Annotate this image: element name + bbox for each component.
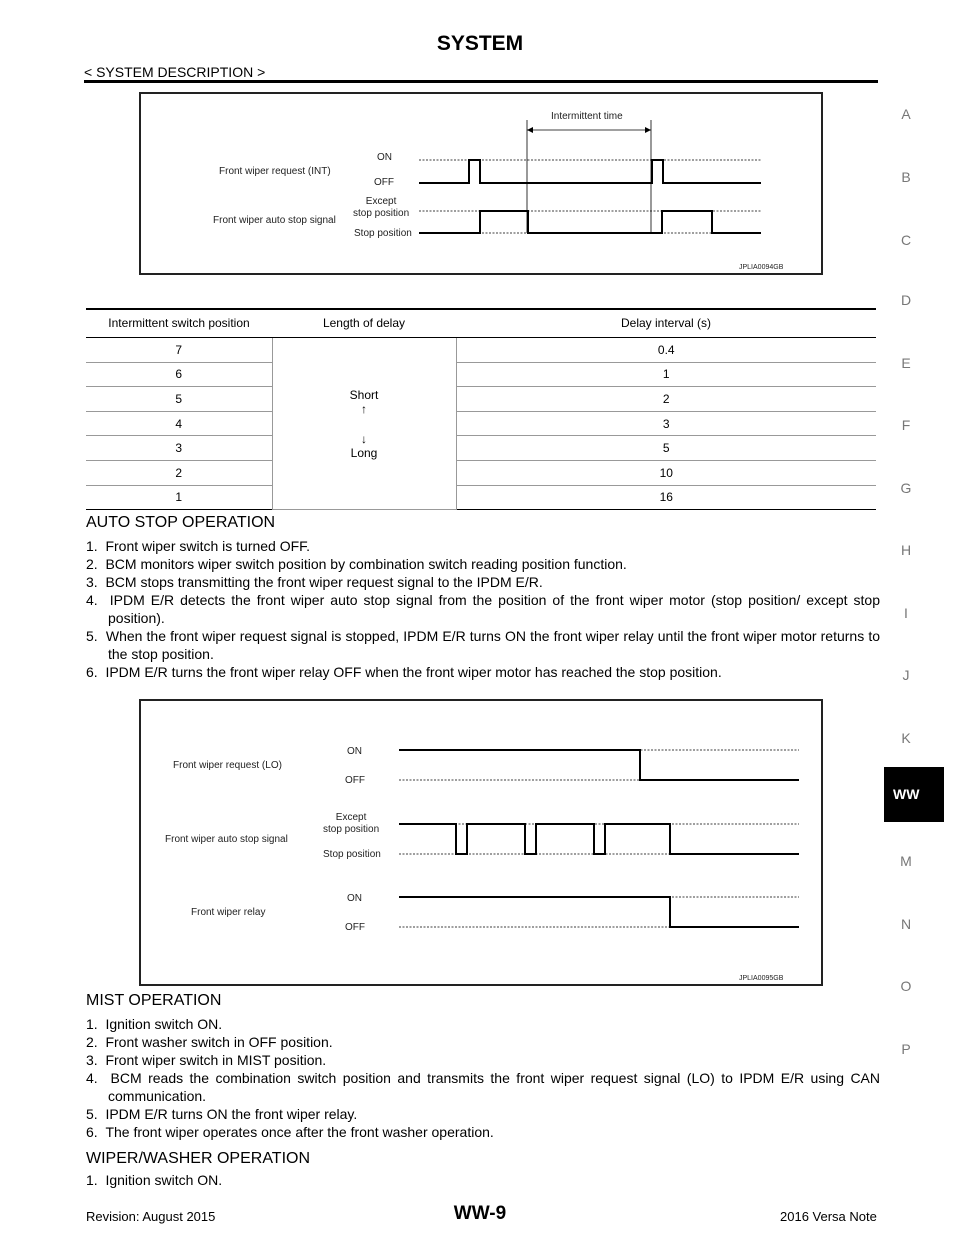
on-label: ON (347, 893, 362, 904)
delay-interval-cell: 16 (456, 485, 876, 510)
side-index-h[interactable]: H (900, 542, 912, 558)
list-item: 3. BCM stops transmitting the front wiper request signal to the IPDM E/R. (86, 574, 543, 590)
delay-interval-cell: 0.4 (456, 338, 876, 363)
list-item: 1. Ignition switch ON. (86, 1172, 223, 1188)
side-index-f[interactable]: F (901, 417, 911, 433)
intermittent-timing-waveforms (141, 94, 821, 273)
table-row (86, 362, 876, 387)
front-wiper-relay-label: Front wiper relay (191, 907, 266, 918)
side-index-p[interactable]: P (901, 1041, 911, 1057)
section-breadcrumb: < SYSTEM DESCRIPTION > (84, 64, 266, 80)
stop-position-label: Stop position (354, 228, 412, 239)
side-index-j[interactable]: J (902, 667, 910, 683)
delay-interval-cell: 10 (456, 460, 876, 485)
side-index-g[interactable]: G (900, 480, 912, 496)
delay-interval-cell: 1 (456, 362, 876, 387)
side-index-d[interactable]: D (900, 292, 912, 308)
delay-interval-cell: 5 (456, 436, 876, 461)
delay-interval-cell: 2 (456, 387, 876, 412)
switch-position-cell: 3 (86, 436, 272, 461)
length-long: Long (350, 445, 378, 460)
except-stop-position-label: Except stop position (323, 812, 380, 835)
switch-position-cell: 1 (86, 485, 272, 510)
list-item: 6. IPDM E/R turns the front wiper relay OFF when the front wiper motor has reached the stop position. (86, 664, 722, 680)
side-index-m[interactable]: M (900, 853, 912, 869)
switch-position-cell: 7 (86, 338, 272, 363)
mist-heading: MIST OPERATION (86, 992, 222, 1009)
list-item: 5. IPDM E/R turns ON the front wiper relay. (86, 1106, 358, 1122)
switch-position-cell: 4 (86, 411, 272, 436)
length-short: Short (349, 387, 379, 402)
side-index-o[interactable]: O (900, 978, 912, 994)
footer-page-number: WW-9 (453, 1203, 507, 1224)
stop-position-label: Stop position (323, 849, 381, 860)
front-wiper-request-int-label: Front wiper request (INT) (219, 166, 331, 177)
side-index-a[interactable]: A (901, 106, 911, 122)
list-item: 4. BCM reads the combination switch position and transmits the front wiper request signal (LO) to IPDM E/R using CAN communication. (86, 1070, 880, 1104)
list-item: 2. Front washer switch in OFF position. (86, 1034, 333, 1050)
on-label: ON (377, 152, 392, 163)
list-item: 6. The front wiper operates once after the front washer operation. (86, 1124, 494, 1140)
col-header-switch-position: Intermittent switch position (86, 309, 272, 338)
list-item: 3. Front wiper switch in MIST position. (86, 1052, 327, 1068)
footer-revision: Revision: August 2015 (86, 1209, 216, 1224)
arrow-up-icon: ↑ (361, 401, 367, 416)
table-row (86, 460, 876, 485)
off-label: OFF (374, 177, 394, 188)
side-index-k[interactable]: K (901, 730, 911, 746)
list-item: 1. Front wiper switch is turned OFF. (86, 538, 311, 554)
list-item: 5. When the front wiper request signal is stopped, IPDM E/R turns ON the front wiper relay until the front wiper motor returns to the stop position. (86, 628, 880, 662)
auto-stop-signal-label: Front wiper auto stop signal (165, 834, 288, 845)
on-label: ON (347, 746, 362, 757)
intermittent-timing-diagram (139, 92, 823, 275)
side-index-b[interactable]: B (901, 169, 911, 185)
off-label: OFF (345, 775, 365, 786)
figure-code: JPLIA0095GB (739, 975, 784, 982)
page-title: SYSTEM (436, 32, 524, 55)
mist-steps (86, 1015, 880, 1141)
off-label: OFF (345, 922, 365, 933)
table-row (86, 436, 876, 461)
auto-stop-heading: AUTO STOP OPERATION (86, 514, 276, 531)
side-index-i[interactable]: I (904, 605, 908, 621)
table-row (86, 411, 876, 436)
col-header-delay-interval: Delay interval (s) (456, 309, 876, 338)
wiper-washer-heading: WIPER/WASHER OPERATION (86, 1150, 311, 1167)
intermittent-time-label: Intermittent time (551, 111, 623, 122)
auto-stop-steps (86, 537, 880, 681)
auto-stop-timing-diagram (139, 699, 823, 986)
delay-interval-cell: 3 (456, 411, 876, 436)
table-header-row (86, 309, 876, 338)
side-index-active-tab[interactable]: WW (884, 767, 944, 822)
except-stop-position-label: Except stop position (353, 196, 410, 219)
arrow-down-icon: ↓ (361, 431, 367, 446)
col-header-length-of-delay: Length of delay (272, 309, 456, 338)
list-item: 1. Ignition switch ON. (86, 1016, 223, 1032)
front-wiper-request-lo-label: Front wiper request (LO) (173, 760, 282, 771)
list-item: 4. IPDM E/R detects the front wiper auto stop signal from the position of the front wiper motor (stop position/ except stop position). (86, 592, 880, 626)
switch-position-cell: 2 (86, 460, 272, 485)
table-row (86, 338, 876, 363)
switch-position-cell: 6 (86, 362, 272, 387)
figure-code: JPLIA0094GB (739, 264, 784, 271)
switch-position-cell: 5 (86, 387, 272, 412)
length-of-delay-cell (272, 338, 456, 510)
table-row (86, 485, 876, 510)
table-row (86, 387, 876, 412)
side-index-n[interactable]: N (900, 916, 912, 932)
intermittent-delay-table (86, 309, 876, 510)
side-index-c[interactable]: C (900, 232, 912, 248)
wiper-washer-steps (86, 1171, 880, 1189)
side-index-e[interactable]: E (901, 355, 911, 371)
auto-stop-signal-label: Front wiper auto stop signal (213, 215, 336, 226)
list-item: 2. BCM monitors wiper switch position by combination switch reading position function. (86, 556, 627, 572)
header-rule (84, 80, 878, 83)
footer-model: 2016 Versa Note (780, 1209, 877, 1224)
